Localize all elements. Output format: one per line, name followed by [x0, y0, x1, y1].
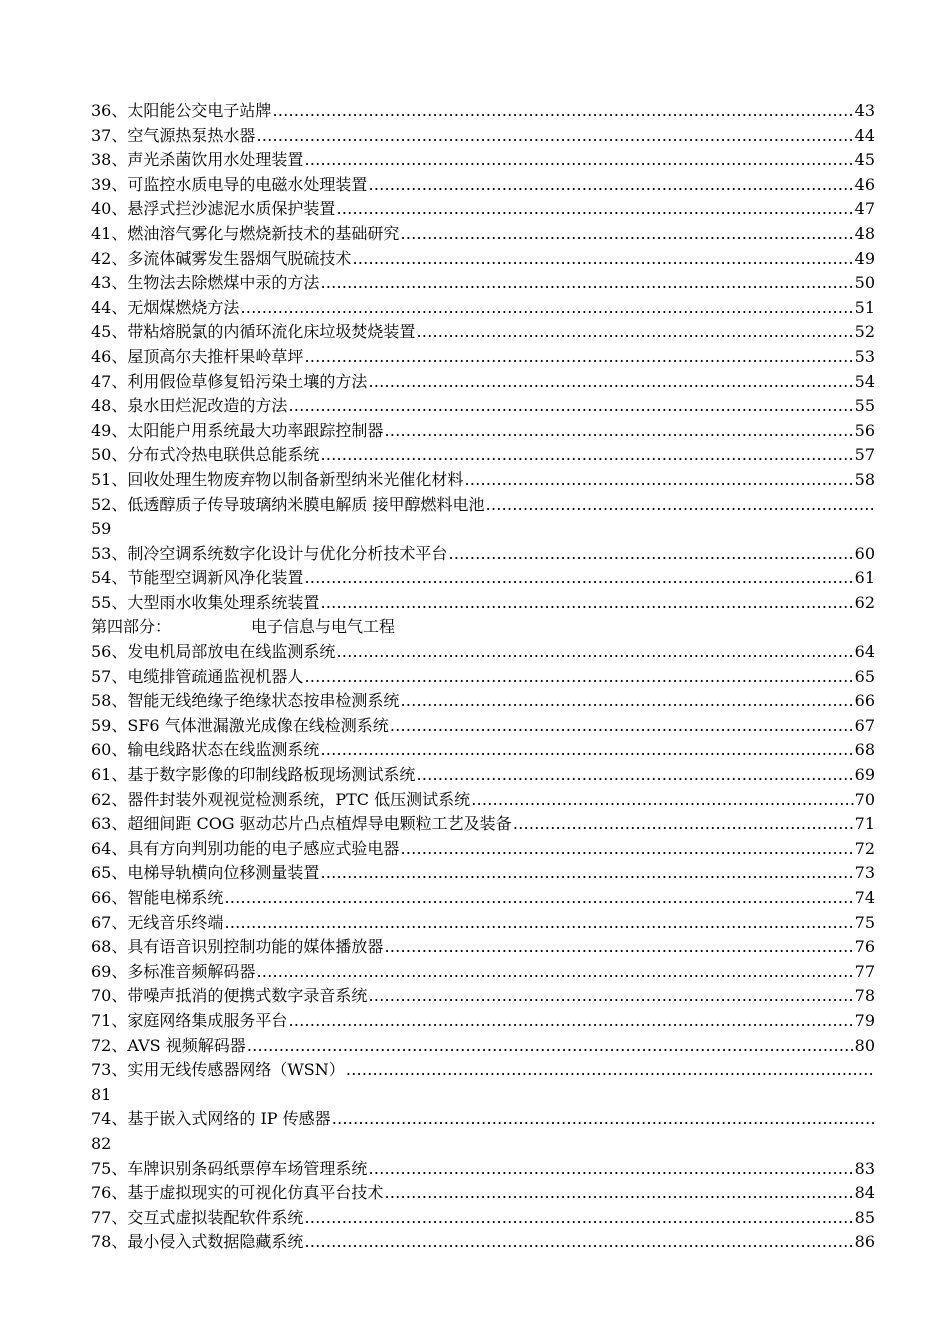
toc-entry-label: 51、回收处理生物废弃物以制备新型纳米光催化材料 [91, 469, 464, 489]
toc-entry [91, 763, 875, 788]
toc-leader-dots [256, 124, 853, 149]
toc-leader-dots [368, 370, 853, 395]
toc-leader-dots [256, 960, 853, 985]
toc-entry-label: 74、基于嵌入式网络的 IP 传感器 [91, 1109, 331, 1129]
toc-entry [91, 99, 875, 124]
toc-leader-dots [224, 911, 853, 936]
toc-page-number: 46 [854, 174, 875, 194]
toc-entry [91, 173, 875, 198]
toc-page-number: 85 [854, 1207, 875, 1227]
toc-page-number: 48 [854, 223, 875, 243]
toc-leader-dots [288, 1009, 853, 1034]
toc-entry-label: 56、发电机局部放电在线监测系统 [91, 642, 336, 662]
toc-leader-dots [247, 1034, 854, 1059]
toc-entry [91, 812, 875, 837]
toc-entry [91, 984, 875, 1009]
toc-leader-dots [336, 640, 853, 665]
toc-entry [91, 271, 875, 296]
toc-entry [91, 935, 875, 960]
toc-page-number: 60 [854, 543, 875, 563]
toc-entry-label: 60、输电线路状态在线监测系统 [91, 740, 320, 760]
toc-entry-label: 77、交互式虚拟装配软件系统 [91, 1207, 304, 1227]
toc-leader-dots [304, 1230, 853, 1255]
toc-leader-dots [346, 1058, 875, 1083]
toc-entry-label: 41、燃油溶气雾化与燃烧新技术的基础研究 [91, 223, 400, 243]
toc-leader-dots [320, 738, 853, 763]
toc-entry [91, 886, 875, 911]
toc-page-number: 62 [854, 592, 875, 612]
toc-entry [91, 738, 875, 763]
toc-entry-label: 67、无线音乐终端 [91, 912, 224, 932]
toc-leader-dots [336, 197, 853, 222]
toc-leader-dots [272, 99, 853, 124]
toc-leader-dots [513, 812, 854, 837]
toc-entry [91, 861, 875, 886]
toc-entry-label: 43、生物法去除燃煤中汞的方法 [91, 273, 320, 293]
toc-page-number: 72 [854, 838, 875, 858]
toc-entry [91, 1009, 875, 1034]
toc-leader-dots [448, 542, 853, 567]
toc-entry [91, 665, 875, 690]
toc-leader-dots [288, 394, 853, 419]
toc-page-number: 59 [91, 519, 112, 539]
toc-entry [91, 345, 875, 370]
toc-page-number: 47 [854, 199, 875, 219]
toc-entry [91, 1181, 875, 1206]
toc-leader-dots [416, 320, 853, 345]
toc-entry-label: 66、智能电梯系统 [91, 888, 224, 907]
toc-entry-label: 53、制冷空调系统数字化设计与优化分析技术平台 [91, 543, 448, 563]
section-title: 电子信息与电气工程 [251, 617, 396, 637]
toc-leader-dots [240, 296, 853, 321]
toc-entry [91, 419, 875, 444]
toc-page-number: 45 [854, 150, 875, 170]
toc-page-number: 43 [854, 101, 875, 120]
toc-page-number: 51 [854, 297, 875, 317]
toc-leader-dots [304, 148, 853, 173]
toc-leader-dots [352, 247, 853, 272]
toc-page-number: 78 [854, 986, 875, 1006]
toc-leader-dots [384, 419, 853, 444]
toc-page-number: 75 [854, 912, 875, 932]
toc-page-number: 70 [854, 789, 875, 809]
toc-entry-label: 37、空气源热泵热水器 [91, 125, 256, 145]
toc-entry [91, 493, 875, 518]
toc-page-number: 76 [854, 937, 875, 957]
toc-entry [91, 197, 875, 222]
toc-page-number: 68 [854, 740, 875, 760]
toc-entry [91, 640, 875, 665]
toc-leader-dots [304, 345, 853, 370]
toc-page-number: 79 [854, 1010, 875, 1030]
toc-page-number: 50 [854, 273, 875, 293]
toc-leader-dots [384, 1181, 853, 1206]
toc-entry-label: 70、带噪声抵消的便携式数字录音系统 [91, 986, 368, 1006]
toc-entry [91, 468, 875, 493]
toc-entry-label: 57、电缆排管疏通监视机器人 [91, 666, 304, 686]
toc-entry-label: 78、最小侵入式数据隐藏系统 [91, 1232, 304, 1252]
toc-page-number: 73 [854, 863, 875, 883]
toc-leader-dots [471, 788, 854, 813]
toc-leader-dots [400, 837, 853, 862]
toc-entry [91, 714, 875, 739]
toc-page-number: 65 [854, 666, 875, 686]
toc-entry [91, 1230, 875, 1255]
toc-entry [91, 148, 875, 173]
toc-entry [91, 1157, 875, 1182]
toc-entry-label: 63、超细间距 COG 驱动芯片凸点植焊导电颗粒工艺及装备 [91, 814, 512, 834]
toc-entry-label: 39、可监控水质电导的电磁水处理装置 [91, 174, 368, 194]
toc-entry-label: 52、低透醇质子传导玻璃纳米膜电解质 接甲醇燃料电池 [91, 494, 485, 514]
toc-leader-dots [368, 984, 853, 1009]
toc-entry-label: 36、太阳能公交电子站牌 [91, 101, 272, 120]
toc-entry-label: 64、具有方向判别功能的电子感应式验电器 [91, 838, 400, 858]
toc-leader-dots [464, 468, 853, 493]
toc-entry-label: 46、屋顶高尔夫推杆果岭草坪 [91, 346, 304, 366]
toc-entry [91, 370, 875, 395]
toc-entry-label: 58、智能无线绝缘子绝缘状态按串检测系统 [91, 691, 400, 711]
toc-leader-dots [304, 665, 853, 690]
toc-entry-label: 75、车牌识别条码纸票停车场管理系统 [91, 1158, 368, 1178]
toc-page-number: 44 [854, 125, 875, 145]
toc-entry-label: 76、基于虚拟现实的可视化仿真平台技术 [91, 1183, 384, 1203]
toc-page-number: 53 [854, 346, 875, 366]
toc-entry-label: 73、实用无线传感器网络（WSN） [91, 1060, 345, 1080]
toc-entry [91, 837, 875, 862]
toc-entry [91, 911, 875, 936]
toc-entry-label: 40、悬浮式拦沙滤泥水质保护装置 [91, 199, 336, 219]
toc-page-number: 69 [854, 765, 875, 785]
toc-leader-dots [320, 861, 853, 886]
toc-leader-dots [400, 689, 853, 714]
toc-entry-label: 68、具有语音识别控制功能的媒体播放器 [91, 937, 384, 957]
toc-entry-label: 49、太阳能户用系统最大功率跟踪控制器 [91, 420, 384, 440]
toc-entry [91, 542, 875, 567]
toc-page-number: 77 [854, 961, 875, 981]
toc-entry-label: 38、声光杀菌饮用水处理装置 [91, 150, 304, 170]
toc-page-number: 66 [854, 691, 875, 711]
toc-leader-dots [416, 763, 853, 788]
toc-page-number: 80 [854, 1035, 875, 1055]
toc-entry [91, 222, 875, 247]
toc-leader-dots [304, 566, 853, 591]
toc-entry [91, 960, 875, 985]
toc-entry-label: 44、无烟煤燃烧方法 [91, 297, 240, 317]
toc-leader-dots [485, 493, 875, 518]
toc-entry-label: 54、节能型空调新风净化装置 [91, 568, 304, 588]
toc-entry-label: 69、多标准音频解码器 [91, 961, 256, 981]
toc-page-number: 83 [854, 1158, 875, 1178]
toc-entry [91, 443, 875, 468]
toc-entry-label: 62、器件封装外观视觉检测系统，PTC 低压测试系统 [91, 789, 471, 809]
toc-page [91, 99, 881, 1255]
toc-leader-dots [224, 886, 853, 911]
toc-entry-label: 55、大型雨水收集处理系统装置 [91, 592, 320, 612]
toc-page-number: 84 [854, 1183, 875, 1203]
toc-page-number: 71 [854, 814, 875, 834]
toc-page-number: 56 [854, 420, 875, 440]
toc-entry-label: 47、利用假俭草修复铅污染土壤的方法 [91, 371, 368, 391]
toc-page-number: 58 [854, 469, 875, 489]
toc-entry-label: 48、泉水田烂泥改造的方法 [91, 396, 288, 416]
toc-page-number: 67 [854, 715, 875, 735]
toc-leader-dots [320, 591, 853, 616]
toc-page-number: 64 [854, 642, 875, 662]
toc-leader-dots [320, 443, 853, 468]
toc-entry-label: 72、AVS 视频解码器 [91, 1035, 246, 1055]
toc-entry-label: 45、带粘熔脱氯的内循环流化床垃圾焚烧装置 [91, 322, 416, 342]
toc-entry [91, 394, 875, 419]
toc-entry-label: 71、家庭网络集成服务平台 [91, 1010, 288, 1030]
toc-entry [91, 1206, 875, 1231]
toc-entry [91, 689, 875, 714]
toc-page-number: 82 [91, 1133, 112, 1153]
toc-entry-label: 42、多流体碱雾发生器烟气脱硫技术 [91, 248, 352, 268]
toc-entry [91, 1034, 875, 1059]
toc-entry [91, 247, 875, 272]
toc-entry-label: 61、基于数字影像的印制线路板现场测试系统 [91, 765, 416, 785]
toc-page-number: 54 [854, 371, 875, 391]
toc-leader-dots [320, 271, 853, 296]
toc-entry [91, 591, 875, 616]
toc-leader-dots [304, 1206, 853, 1231]
section-heading [91, 615, 881, 640]
section-part-label: 第四部分： [91, 617, 172, 637]
toc-page-number: 74 [854, 888, 875, 907]
toc-page-number: 61 [854, 568, 875, 588]
toc-entry-label: 59、SF6 气体泄漏激光成像在线检测系统 [91, 715, 389, 735]
toc-leader-dots [368, 173, 853, 198]
toc-entry [91, 788, 875, 813]
toc-entry [91, 1107, 875, 1132]
toc-page-number: 57 [854, 445, 875, 465]
toc-entry-label: 50、分布式冷热电联供总能系统 [91, 445, 320, 465]
toc-entry [91, 124, 875, 149]
toc-leader-dots [400, 222, 853, 247]
toc-page-number: 55 [854, 396, 875, 416]
toc-page-number: 81 [91, 1084, 112, 1104]
toc-entry [91, 566, 875, 591]
toc-leader-dots [384, 935, 853, 960]
toc-entry [91, 320, 875, 345]
toc-leader-dots [390, 714, 854, 739]
toc-page-number: 49 [854, 248, 875, 268]
toc-page-number: 86 [854, 1232, 875, 1252]
toc-page-number: 52 [854, 322, 875, 342]
toc-leader-dots [368, 1157, 853, 1182]
toc-leader-dots [332, 1107, 875, 1132]
toc-entry [91, 1058, 875, 1083]
toc-entry-label: 65、电梯导轨横向位移测量装置 [91, 863, 320, 883]
toc-entry [91, 296, 875, 321]
